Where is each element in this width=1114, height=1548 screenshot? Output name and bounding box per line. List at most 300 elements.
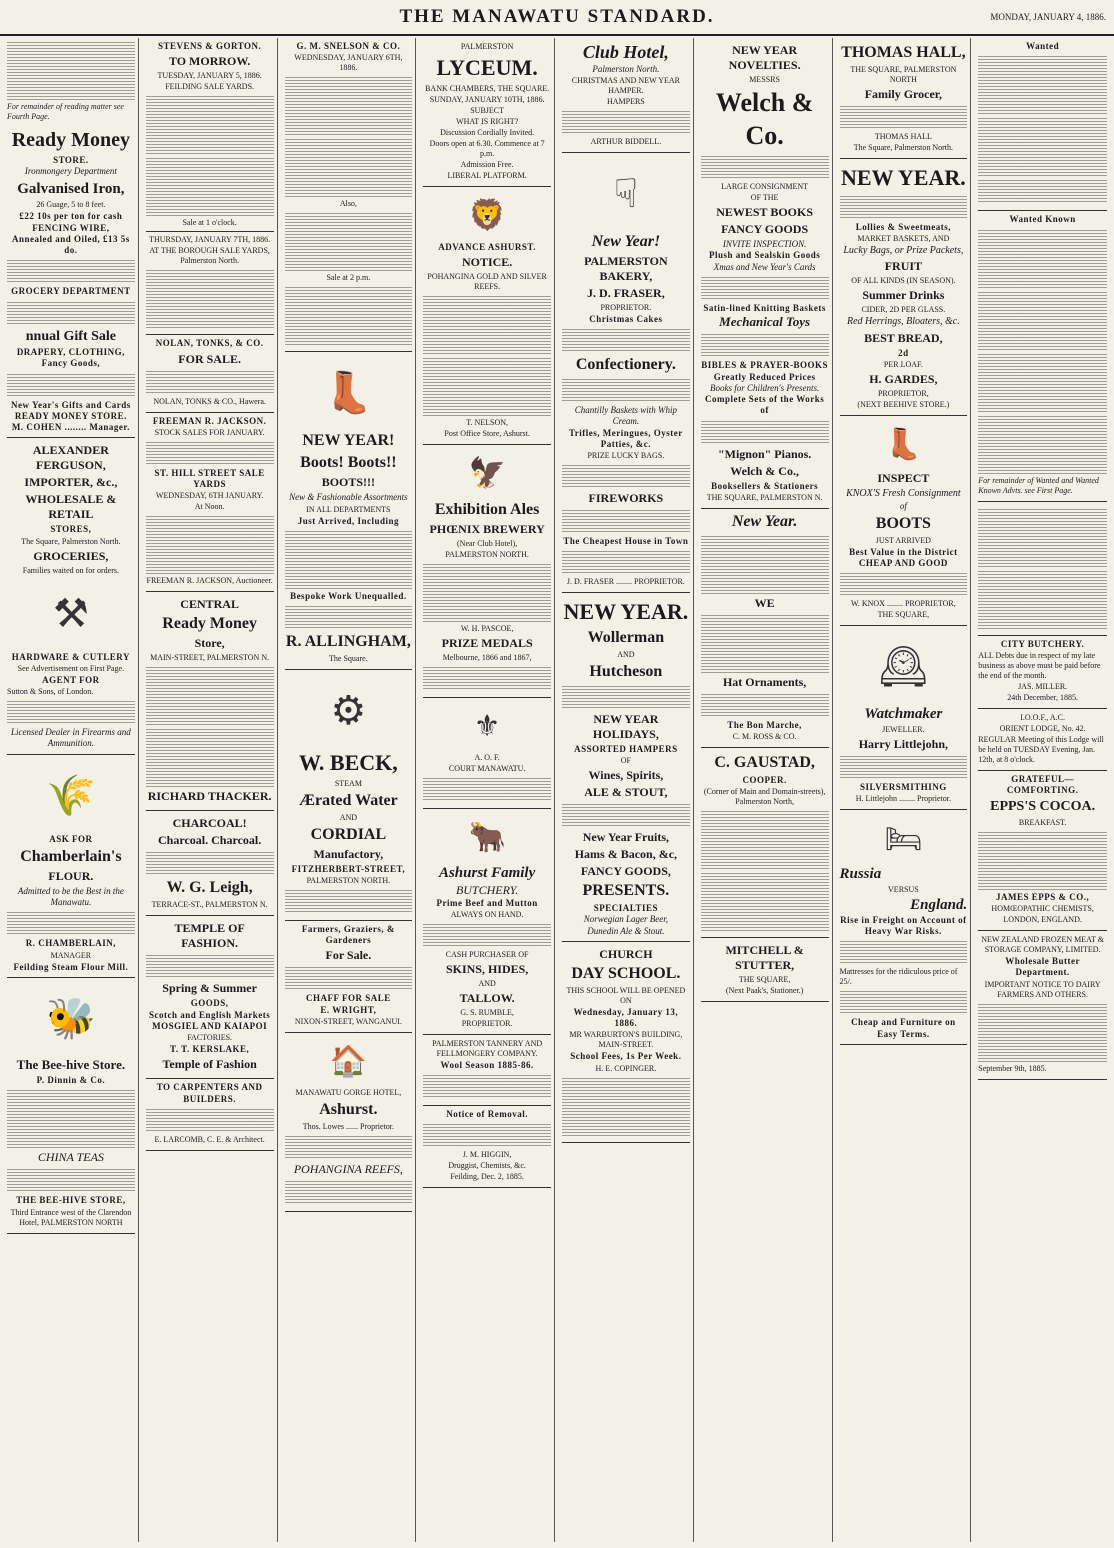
ad-heading: PRESENTS. [582, 882, 670, 899]
text-block [7, 910, 135, 936]
ad-heading: CHURCH [599, 946, 653, 961]
ad-signature: T. T. KERSLAKE, [169, 1044, 250, 1054]
ad-title: Ashurst Family [438, 864, 536, 881]
ad-line: PROPRIETOR. [600, 302, 652, 312]
ad-heading: POHANGINA REEFS, [293, 1161, 403, 1176]
ad-signature: W. KNOX ........ PROPRIETOR, [851, 599, 956, 609]
wheat-sheaf-illustration-icon: 🌾 [45, 772, 96, 818]
ad-title: New Year. [731, 512, 798, 530]
ad-line: MESSRS [749, 75, 780, 84]
text-block [978, 290, 1107, 350]
wanted-section [978, 38, 1107, 211]
text-block [146, 94, 274, 154]
ad-line: MAIN-STREET, PALMERSTON N. [150, 653, 270, 663]
ad-line: LIBERAL PLATFORM. [447, 170, 527, 180]
ad-heading: nnual Gift Sale [25, 328, 116, 344]
ad-heading: Wholesale Butter Department. [1005, 956, 1080, 978]
ad-line: THE SQUARE, [738, 975, 791, 985]
text-block [7, 699, 135, 725]
ad-line: THE SQUARE, [877, 610, 930, 620]
ad-heading: Wool Season 1885-86. [440, 1059, 534, 1070]
ad-line: Melbourne, 1866 and 1867, [442, 652, 532, 662]
ad-wollerman-hutcheson [562, 593, 690, 942]
text-block [701, 332, 829, 358]
ad-heading: Temple of Fashion [162, 1057, 257, 1072]
ad-heading: HARDWARE & CUTLERY [11, 651, 130, 662]
ad-line: KNOX'S Fresh Consignment [846, 488, 961, 499]
text-block [285, 965, 413, 991]
ad-russia-england [840, 810, 968, 1045]
ad-line: INVITE INSPECTION. [722, 239, 807, 249]
text-block [285, 888, 413, 914]
text-block [423, 1122, 551, 1148]
ad-heading: PALMERSTON BAKERY, [584, 253, 668, 283]
ad-heading: PRIZE MEDALS [441, 635, 533, 650]
ad-heading: FANCY GOODS [721, 222, 809, 236]
ad-line: Norwegian Lager Beer, [583, 914, 668, 925]
ad-line: THE SQUARE, PALMERSTON NORTH [850, 65, 957, 84]
ad-heading: Welch & Co. [715, 88, 814, 150]
ad-line: VERSUS [888, 885, 919, 894]
text-block [285, 137, 413, 197]
ad-heading: FITZHERBERT-STREET, [291, 863, 406, 874]
ad-heading: Plush and Sealskin Goods [708, 250, 821, 261]
ad-line: MANAGER [50, 950, 92, 960]
ad-line: AT THE BOROUGH SALE YARDS, Palmerston North. [149, 246, 270, 266]
ad-heading: CORDIAL [310, 825, 387, 843]
ad-heading: Ærated Water [298, 791, 398, 809]
text-block [146, 727, 274, 787]
ad-title: DAY SCHOOL. [571, 964, 681, 982]
text-block [978, 830, 1107, 890]
ad-heading: GRATEFUL—COMFORTING. [1006, 773, 1079, 795]
ad-heading: For Sale. [325, 948, 372, 963]
ad-subtitle: STORE. [53, 155, 89, 165]
text-block [978, 569, 1107, 629]
ad-signature: RICHARD THACKER. [147, 789, 272, 804]
ad-signature: Thos. Lowes ...... Proprietor. [302, 1121, 395, 1131]
ad-heading: BEST BREAD, [864, 330, 943, 345]
ad-title: PALMERSTON TANNERY AND FELLMONGERY COMPANY. [432, 1038, 543, 1058]
wanted-known-section [978, 211, 1107, 501]
ad-title: NOLAN, TONKS, & CO. [155, 338, 264, 349]
text-block [285, 211, 413, 271]
ad-beck [285, 670, 413, 921]
ad-littlejohn [840, 626, 968, 810]
text-block [146, 850, 274, 876]
ad-ashurst-butchery [423, 809, 551, 1035]
text-block [423, 562, 551, 622]
ad-court-manawatu [423, 698, 551, 809]
ad-heading: I.O.O.F., A.C. [1020, 712, 1065, 722]
ad-heading: SKINS, HIDES, [445, 961, 529, 976]
ad-price: 2d [898, 347, 909, 358]
ad-title: NEW YEAR NOVELTIES. [728, 43, 801, 72]
ad-signature: H. Littlejohn ........ Proprietor. [855, 794, 952, 804]
ad-line: Families waited on for orders. [22, 565, 119, 575]
text-block [7, 372, 135, 398]
ad-line: Feilding, Dec. 2, 1885. [450, 1172, 524, 1182]
ad-notice-of-removal [423, 1106, 551, 1188]
masthead [0, 0, 1114, 36]
section-heading: Wanted [1026, 41, 1060, 51]
ad-heading: New Year Fruits, [582, 830, 670, 844]
ad-signature: T. NELSON, [466, 417, 509, 427]
ad-subtitle: Store, [194, 636, 225, 651]
ad-heading: The Cheapest House in Town [563, 536, 689, 546]
ad-tannery [423, 1035, 551, 1106]
ad-line: (Next Paak's, Stationer.) [725, 986, 804, 996]
ad-stevens-gorton [146, 38, 274, 335]
ad-advance-ashurst [423, 187, 551, 445]
ad-heading: BOOTS [875, 514, 931, 532]
ad-signature: E. WRIGHT, [320, 1004, 377, 1015]
ad-line: LONDON, ENGLAND. [1003, 915, 1082, 924]
ad-signature: Welch & Co., [730, 463, 799, 478]
ad-heading: BOOTS!!! [321, 475, 376, 490]
ad-line: The Square. [329, 654, 368, 663]
text-block [7, 1088, 135, 1148]
text-block [285, 1179, 413, 1205]
ad-title: FREEMAN R. JACKSON. [152, 415, 267, 426]
ad-heading: FOR SALE. [178, 351, 241, 366]
ad-heading: Galvanised Iron, [17, 180, 125, 197]
ad-line: CASH PURCHASER OF [445, 949, 529, 959]
text-block [562, 327, 690, 353]
ad-heading: Bespoke Work Unequalled. [290, 590, 407, 601]
ad-line: Admission Free. [460, 159, 514, 169]
ad-epps-cocoa [978, 771, 1107, 931]
text-block [978, 178, 1107, 204]
ad-line: Xmas and New Year's Cards [713, 261, 816, 272]
ad-line: THIS SCHOOL WILL BE OPENED ON [566, 985, 686, 1005]
ad-heading: GROCERY DEPARTMENT [11, 286, 131, 297]
ad-heading: PHŒNIX BREWERY [429, 521, 545, 536]
text-block [285, 285, 413, 345]
ad-line: Sale at 2 p.m. [326, 273, 371, 283]
text-block [701, 275, 829, 301]
ad-heading: Prime Beef and Mutton [436, 897, 538, 908]
ad-line: (Corner of Main and Domain-streets), Palmerston North, [703, 787, 826, 807]
ad-title: Russia [839, 866, 882, 883]
ad-heading: Hutcheson [589, 662, 663, 680]
beehive-illustration-icon: 🐝 [45, 995, 96, 1041]
ad-heading: FANCY GOODS, [580, 864, 671, 878]
text-block [7, 258, 135, 284]
ad-line: PROPRIETOR, [877, 389, 929, 398]
ad-heading: Rise in Freight on Account of Heavy War Risks. [840, 914, 967, 936]
ad-snelson [285, 38, 413, 352]
ad-heading: Satin-lined Knitting Baskets [703, 302, 826, 313]
ad-line: THURSDAY, JANUARY 7TH, 1886. [149, 235, 271, 245]
anvil-illustration-icon: ⚒ [52, 590, 89, 636]
ad-lyceum [423, 38, 551, 187]
text-block [285, 1134, 413, 1160]
ad-title: ORIENT LODGE, No. 42. [999, 723, 1086, 733]
ad-city-butchery [978, 636, 1107, 709]
ad-heading: TALLOW. [459, 990, 515, 1005]
ad-signature: FREEMAN R. JACKSON, Auctioneer. [146, 576, 273, 586]
ad-title: THOMAS HALL, [841, 44, 966, 61]
ad-bon-marche [701, 509, 829, 748]
ad-title: NEW YEAR. [563, 599, 689, 625]
text-block [840, 754, 968, 780]
text-block [146, 953, 274, 979]
ad-heading: ST. HILL STREET SALE YARDS [154, 467, 265, 489]
ad-line: TUESDAY, JANUARY 5, 1886. [157, 71, 262, 81]
text-block [562, 463, 690, 489]
ad-title: W. BECK, [298, 750, 398, 775]
ad-heading: Summer Drinks [862, 288, 945, 303]
ad-line: 24th December, 1885. [1007, 692, 1079, 702]
ad-heading: Harry Littlejohn, [858, 737, 949, 751]
boot-illustration-icon: 👢 [323, 370, 374, 416]
text-block [978, 116, 1107, 176]
ad-signature: W. G. Leigh, [166, 879, 253, 897]
ad-title: Watchmaker [864, 706, 943, 723]
text-block [146, 665, 274, 725]
ad-title: STEVENS & GORTON. [157, 41, 262, 51]
ad-heading: TO MORROW. [168, 54, 251, 69]
ad-signature: M. COHEN ........ Manager. [11, 422, 130, 432]
ad-palmerston-bakery [562, 153, 690, 594]
ad-heading: THE BEE-HIVE STORE, [16, 1195, 126, 1206]
ad-heading: Greatly Reduced Prices [713, 371, 816, 382]
ad-heading: Cheap and Furniture on Easy Terms. [851, 1017, 956, 1039]
pointing-hand-icon: ☟ [613, 170, 639, 216]
columns [4, 38, 1110, 1542]
text-block [978, 54, 1107, 114]
ad-church-day-school [562, 942, 690, 1143]
text-block [840, 989, 968, 1015]
ad-title: The Bee-hive Store. [16, 1056, 126, 1072]
text-block [562, 549, 690, 575]
ad-subtitle: P. Dinnin & Co. [36, 1075, 106, 1085]
ad-line: Admitted to be the Best in the Manawatu. [17, 885, 124, 907]
column-5 [559, 38, 694, 1542]
text-block [701, 534, 829, 594]
column-6 [698, 38, 833, 1542]
ad-signature: H. GARDES, [869, 372, 938, 386]
ad-signature: J. M. HIGGIN, [462, 1150, 512, 1160]
ad-line: OF [620, 756, 631, 765]
ad-title: ADVANCE ASHURST. [438, 241, 536, 252]
ad-heading: FIREWORKS [588, 491, 664, 505]
ad-heading: NOTICE. [461, 254, 513, 269]
ad-line: PALMERSTON NORTH. [306, 875, 391, 885]
crest-emblem-icon: ⚜ [473, 710, 501, 743]
ad-line: POHANGINA GOLD AND SILVER REEFS. [427, 271, 547, 291]
text-block [978, 352, 1107, 412]
ad-title: England. [910, 897, 968, 913]
ad-title: ALEXANDER FERGUSON, [32, 443, 109, 473]
ad-line: CIDER, 2D PER GLASS. [861, 305, 946, 315]
text-block [146, 514, 274, 574]
ad-title: Chamberlain's [20, 847, 122, 865]
ad-phoenix-brewery [423, 445, 551, 698]
divider [146, 231, 274, 232]
ad-heading: Spring & Summer [162, 981, 257, 996]
column-3 [282, 38, 417, 1542]
ad-heading: SILVERSMITHING [860, 782, 947, 792]
ad-line: BREAKFAST. [1018, 817, 1067, 827]
text-block [840, 194, 968, 220]
text-block [285, 604, 413, 630]
ad-title: COURT MANAWATU. [448, 763, 526, 773]
ad-heading: CENTRAL [180, 597, 239, 612]
ad-subtitle: IMPORTER, &c., [24, 475, 118, 490]
ad-heading: GROCERIES, [33, 548, 109, 563]
text-block [701, 809, 829, 869]
section-heading: Wanted Known [1009, 214, 1076, 225]
text-block [562, 1076, 690, 1136]
ad-gardes-bakery [840, 159, 968, 416]
ad-line: PRIZE LUCKY BAGS. [587, 451, 665, 460]
column-7 [837, 38, 972, 1542]
ad-line: Post Office Store, Ashurst. [444, 428, 530, 438]
ad-subtitle: COOPER. [742, 775, 787, 785]
text-block [423, 356, 551, 416]
ad-gorge-hotel [285, 1033, 413, 1212]
ad-gaustad-cooper [701, 748, 829, 938]
ad-line: THE SQUARE, PALMERSTON N. [706, 492, 823, 502]
ad-heading: Booksellers & Stationers [711, 480, 819, 491]
machine-illustration-icon: ⚙ [330, 688, 367, 733]
ad-title: INSPECT [877, 471, 930, 485]
ad-title: NEW YEAR! [302, 432, 395, 450]
text-block [978, 1002, 1107, 1062]
ad-orient-lodge [978, 709, 1107, 771]
ad-line: Sale at 1 o'clock. [182, 218, 237, 228]
ad-carpenters [146, 1079, 274, 1151]
ad-heading: READY MONEY STORE. [14, 410, 127, 421]
ad-line: Dunedin Ale & Stout. [587, 925, 665, 936]
ad-title: C. GAUSTAD, [714, 754, 815, 771]
text-block [7, 40, 135, 100]
ad-line: PER LOAF. [883, 360, 923, 369]
ad-temple-of-fashion [146, 916, 274, 1079]
column-2 [143, 38, 278, 1542]
ad-line: CHRISTMAS AND NEW YEAR HAMPER. [571, 75, 680, 95]
ad-signature: JAMES EPPS & CO., [995, 891, 1090, 902]
ad-thomas-hall [840, 38, 968, 159]
text-block [146, 440, 274, 466]
ad-title: Notice of Removal. [446, 1109, 528, 1119]
ad-line: OF THE [750, 193, 779, 202]
ad-chamberlain-flour [7, 755, 135, 978]
ad-line: AND [478, 978, 496, 988]
text-block [978, 507, 1107, 567]
ad-heading: The Bon Marche, [727, 719, 802, 730]
ad-title: New Year! [591, 232, 661, 250]
ad-heading: MOSGIEL AND KAIAPOI [152, 1020, 268, 1031]
ad-price: £22 10s per ton for cash [19, 211, 123, 222]
text-block [562, 508, 690, 534]
text-block [285, 529, 413, 589]
ad-heading: CHAFF FOR SALE [306, 993, 391, 1004]
ad-signature: G. S. RUMBLE, [460, 1007, 514, 1017]
ad-heading: J. D. FRASER, [587, 285, 665, 300]
ad-subtitle: FLOUR. [48, 868, 94, 883]
ad-title: Ready Money [11, 129, 131, 151]
ad-heading: Confectionery. [575, 356, 676, 373]
ad-line: STOCK SALES FOR JANUARY. [154, 427, 265, 437]
ad-line: ALWAYS ON HAND. [450, 909, 524, 919]
ad-title: G. M. SNELSON & CO. [296, 41, 401, 51]
ad-heading: MANAWATU GORGE HOTEL, [295, 1087, 402, 1097]
ad-line: The Square, Palmerston North. [21, 536, 121, 546]
ad-line: Sutton & Sons, of London. [7, 687, 94, 696]
ad-heading: NEW YEAR HOLIDAYS, [592, 711, 659, 741]
ad-line: Mattresses for the ridiculous price of 25/. [839, 967, 958, 987]
text-block [146, 1107, 274, 1133]
issue-date: MONDAY, JANUARY 4, 1886. [990, 12, 1106, 22]
ad-title: TEMPLE OF FASHION. [174, 921, 245, 951]
ad-signature: E. LARCOMB, C. E. & Architect. [154, 1134, 265, 1144]
text-block [146, 268, 274, 328]
text-block [701, 871, 829, 931]
ad-subtitle: BUTCHERY. [455, 882, 519, 897]
bull-illustration-icon: 🐂 [468, 821, 506, 854]
ad-line: MR WARBURTON'S BUILDING, MAIN-STREET. [569, 1030, 683, 1050]
ad-line: PALMERSTON [460, 42, 514, 51]
ad-heading: BIBLES & PRAYER-BOOKS [701, 360, 828, 371]
ad-line: ALL Debts due in respect of my late business as above must be paid before the end of the month. [978, 650, 1101, 680]
ad-freeman-jackson [146, 413, 274, 593]
ad-mitchell-stutter [701, 938, 829, 1002]
ad-line: FEILDING SALE YARDS. [165, 82, 255, 92]
ad-line: LARGE CONSIGNMENT [721, 182, 809, 191]
ad-signature: R. CHAMBERLAIN, [25, 938, 116, 949]
ad-heading: A. O. F. [474, 752, 500, 762]
ad-frozen-meat [978, 931, 1107, 1080]
text-block [562, 802, 690, 828]
ad-heading: Manufactory, [313, 846, 384, 861]
ad-signature: THOMAS HALL [874, 132, 932, 141]
ad-line: PALMERSTON NORTH. [445, 549, 529, 559]
column-8 [975, 38, 1110, 1542]
ad-line: SUNDAY, JANUARY 10TH, 1886. [429, 94, 545, 104]
clock-illustration-icon: 🕰 [877, 644, 929, 690]
ad-line: Red Herrings, Bloaters, &c. [846, 316, 960, 328]
ad-heading: AGENT FOR [42, 674, 100, 685]
piano-ads [978, 502, 1107, 636]
ad-line: JUST ARRIVED [875, 535, 931, 545]
ad-line: Licensed Dealer in Firearms and Ammunition. [11, 727, 131, 749]
ad-heading: FENCING WIRE, [32, 222, 110, 233]
ad-line: FACTORIES. [187, 1033, 233, 1042]
text-block [423, 294, 551, 354]
ad-heading: New Year's Gifts and Cards [11, 399, 131, 410]
ad-title: CITY BUTCHERY. [1000, 638, 1085, 649]
ad-line: Doors open at 6.30. Commence at 7 p.m. [429, 138, 545, 158]
section-notice: For remainder of Wanted and Wanted Known Advts. see First Page. [978, 475, 1099, 495]
lion-emblem-icon: 🦁 [468, 198, 506, 232]
ad-line: HOMŒOPATHIC CHEMISTS, [991, 904, 1094, 913]
ad-line: Chantilly Baskets with Whip Cream. [574, 405, 677, 427]
text-block [840, 939, 968, 965]
text-block [701, 154, 829, 180]
ad-heading: Hams & Bacon, &c, [574, 847, 678, 861]
ad-line: Druggist, Chemists, &c. [448, 1161, 526, 1171]
ad-heading: Boots! Boots!! [300, 454, 397, 472]
ad-line: STEAM [334, 778, 362, 788]
text-block [146, 369, 274, 395]
text-block [7, 300, 135, 326]
ad-line: AND [339, 812, 358, 822]
ad-line: WEDNESDAY, 6TH JANUARY. [155, 491, 264, 501]
ad-heading: Best Value in the District [849, 546, 958, 557]
